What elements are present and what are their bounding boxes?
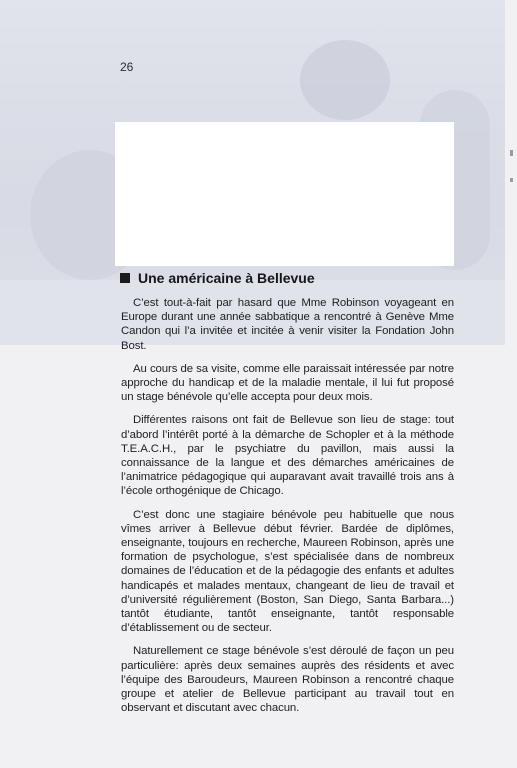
- bullet-square-icon: [120, 273, 130, 283]
- page-edge-mark: [510, 178, 513, 182]
- paragraph: C’est donc une stagiaire bénévole peu habituelle que nous vîmes arriver à Bellevue début février. Bardée de diplômes, enseignante, toujours en recherche, Maureen Robinson, après une formation de psychologue, s’est spécialisée dans de nombreux domaines de l’éducation et de la pédagogie des enfants et adultes handicapés et malades mentaux, changeant de lieu de travail et d’université régulièrement (Boston, San Diego, Santa Barbara...) tantôt étudiante, tantôt enseignante, tantôt responsable d’établissement ou de secteur.: [121, 508, 454, 635]
- article-heading-text: Une américaine à Bellevue: [138, 270, 315, 286]
- blank-image-box: [115, 122, 454, 266]
- page-number: 26: [120, 60, 134, 74]
- article-heading: [120, 270, 315, 286]
- page-edge-mark: [510, 150, 513, 156]
- paragraph: C’est tout-à-fait par hasard que Mme Robinson voyageant en Europe durant une année sabbatique a rencontré à Genève Mme Candon qui l’a invitée et incitée à venir visiter la Fondation John Bost.: [121, 297, 454, 352]
- paragraph: Naturellement ce stage bénévole s’est déroulé de façon un peu particulière: après deux semaines auprès des résidents et avec l’équipe des Baroudeurs, Maureen Robinson a rencontré chaque groupe et atelier de Bellevue participant au travail tout en observant et discutant avec chacun.: [121, 645, 454, 715]
- paragraph: Au cours de sa visite, comme elle paraissait intéressée par notre approche du handicap et de la maladie mentale, il lui fut proposé un stage bénévole qu’elle accepta pour deux mois.: [121, 362, 454, 404]
- article-body: [121, 296, 454, 724]
- paragraph: Différentes raisons ont fait de Bellevue son lieu de stage: tout d’abord l’intérêt porté à la démarche de Schopler et à la méthode T.E.A.C.H., par le psychiatre du pavillon, mais aussi la connaissance de la langue et des démarches américaines de l’animatrice pédagogique qui auparavant avait travaillé trois ans à l’école orthogénique de Chicago.: [121, 414, 454, 498]
